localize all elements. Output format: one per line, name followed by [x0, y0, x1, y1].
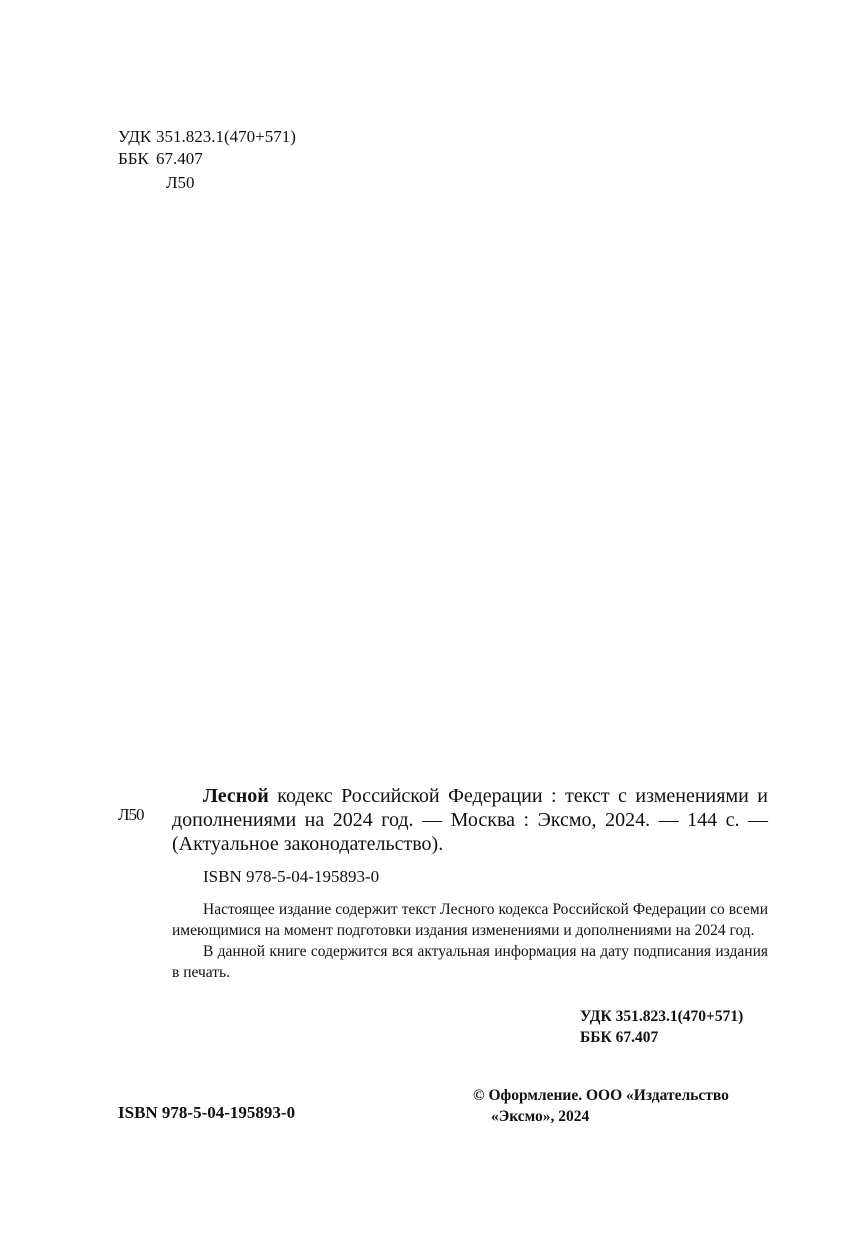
udk-classification [118, 126, 296, 148]
isbn-line: ISBN 978-5-04-195893-0 [203, 867, 380, 886]
bibliographic-entry [172, 784, 768, 856]
annotation [172, 899, 768, 983]
classification-codes-bold [580, 1006, 743, 1048]
bbk-value: 67.407 [156, 149, 203, 168]
annotation-paragraph: В данной книге содержится вся актуальная информация на дату подписания издания в печать. [172, 943, 768, 981]
copyright-line-1: © Оформление. ООО «Издательство [473, 1087, 729, 1104]
entry-title-bold: Лесной [203, 785, 269, 807]
author-code-classification [118, 172, 195, 194]
author-code-value: Л50 [166, 173, 195, 192]
udk-code-bold: УДК 351.823.1(470+571) [580, 1008, 744, 1025]
bbk-label: ББК [118, 149, 149, 168]
udk-value: 351.823.1(470+571) [156, 127, 296, 146]
bbk-code-bold: ББК 67.407 [580, 1029, 659, 1046]
entry-title-rest: кодекс Российской Федерации : текст с изменениями и дополнениями на 2024 год. — Москва : Эксмо, 2024. — 144 с. — (Актуальное законодательство). [172, 785, 768, 855]
udk-label: УДК [118, 127, 152, 146]
copyright-notice [473, 1085, 729, 1127]
isbn-bottom: ISBN 978-5-04-195893-0 [118, 1103, 296, 1122]
annotation-paragraph: Настоящее издание содержит текст Лесного кодекса Российской Федерации со всеми имеющимися на момент подготовки издания изменениями и дополнениями на 2024 год. [172, 901, 768, 939]
copyright-line-2: «Эксмо», 2024 [491, 1108, 590, 1125]
author-mark: Л50 [118, 805, 144, 824]
bbk-classification [118, 148, 203, 170]
